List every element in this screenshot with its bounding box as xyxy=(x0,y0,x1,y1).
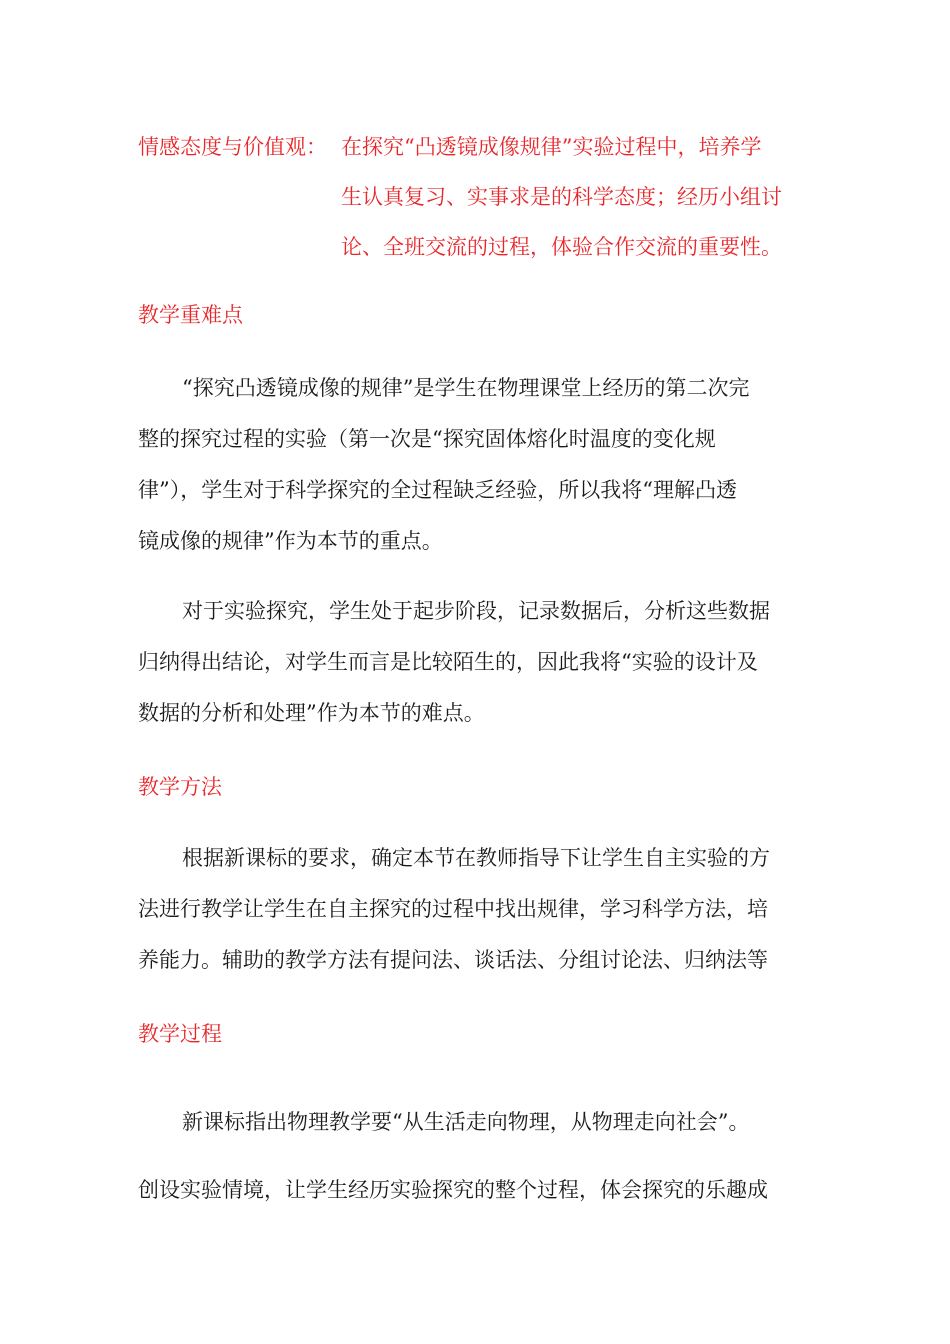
objective-line: 论、全班交流的过程，体验合作交流的重要性。 xyxy=(341,235,782,259)
paragraph-line: 养能力。辅助的教学方法有提问法、谈话法、分组讨论法、归纳法等 xyxy=(138,948,768,972)
paragraph-line: 对于实验探究，学生处于起步阶段，记录数据后，分析这些数据 xyxy=(182,599,770,623)
paragraph-process xyxy=(138,1088,812,1224)
paragraph-line: 根据新课标的要求，确定本节在教师指导下让学生自主实验的方 xyxy=(182,846,770,870)
paragraph-key-point xyxy=(138,363,812,567)
paragraph-line: 镜成像的规律”作为本节的重点。 xyxy=(138,529,443,553)
paragraph-line: “探究凸透镜成像的规律”是学生在物理课堂上经历的第二次完 xyxy=(182,376,750,400)
heading-process: 教学过程 xyxy=(138,1022,222,1046)
heading-method: 教学方法 xyxy=(138,775,222,799)
paragraph-line: 数据的分析和处理”作为本节的难点。 xyxy=(138,701,485,725)
paragraph-line: 新课标指出物理教学要“从生活走向物理，从物理走向社会”。 xyxy=(182,1110,750,1134)
objective-label: 情感态度与价值观： xyxy=(138,135,327,159)
objective-line: 生认真复习、实事求是的科学态度；经历小组讨 xyxy=(341,185,782,209)
objective-line: 在探究“凸透镜成像规律”实验过程中，培养学 xyxy=(341,135,762,159)
objective-body xyxy=(341,122,811,272)
paragraph-line: 归纳得出结论，对学生而言是比较陌生的，因此我将“实验的设计及 xyxy=(138,650,758,674)
paragraph-method xyxy=(138,833,812,986)
heading-difficulty: 教学重难点 xyxy=(138,303,243,327)
paragraph-line: 律”），学生对于科学探究的全过程缺乏经验，所以我将“理解凸透 xyxy=(138,478,737,502)
paragraph-difficult-point xyxy=(138,586,812,739)
paragraph-line: 整的探究过程的实验（第一次是“探究固体熔化时温度的变化规 xyxy=(138,427,716,451)
paragraph-line: 法进行教学让学生在自主探究的过程中找出规律，学习科学方法，培 xyxy=(138,897,768,921)
paragraph-line: 创设实验情境，让学生经历实验探究的整个过程，体会探究的乐趣成 xyxy=(138,1178,768,1202)
